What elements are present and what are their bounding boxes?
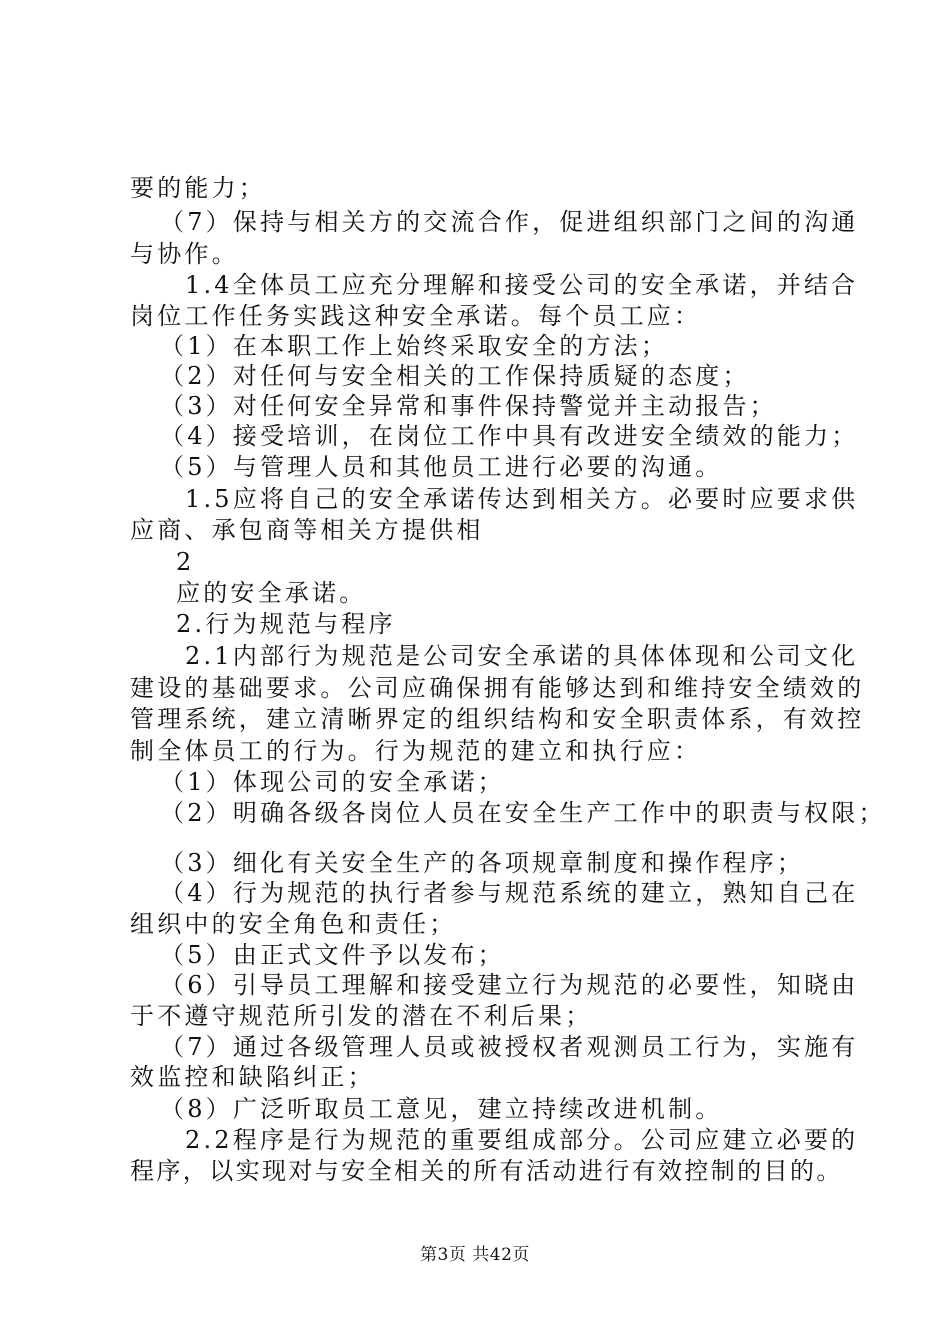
text-line: （4）接受培训，在岗位工作中具有改进安全绩效的能力； bbox=[160, 422, 859, 450]
text-line: （6）引导员工理解和接受建立行为规范的必要性，知晓由 bbox=[160, 971, 859, 999]
text-line: （2）对任何与安全相关的工作保持质疑的态度； bbox=[160, 362, 750, 390]
text-line: （4）行为规范的执行者参与规范系统的建立，熟知自己在 bbox=[160, 879, 859, 907]
text-line: （7）通过各级管理人员或被授权者观测员工行为，实施有 bbox=[160, 1033, 859, 1061]
text-line: （5）与管理人员和其他员工进行必要的沟通。 bbox=[160, 453, 723, 481]
text-line: 岗位工作任务实践这种安全承诺。每个员工应： bbox=[130, 302, 702, 330]
text-line: 1.4全体员工应充分理解和接受公司的安全承诺，并结合 bbox=[185, 271, 859, 299]
page-footer: 第3页 共42页 bbox=[420, 1245, 530, 1265]
text-line: 应的安全承诺。 bbox=[176, 579, 367, 607]
text-line: （3）细化有关安全生产的各项规章制度和操作程序； bbox=[160, 849, 805, 877]
text-line: （3）对任何安全异常和事件保持警觉并主动报告； bbox=[160, 392, 777, 420]
text-line: 组织中的安全角色和责任； bbox=[130, 910, 457, 938]
text-line: 要的能力； bbox=[130, 174, 266, 202]
text-line: 2.1内部行为规范是公司安全承诺的具体体现和公司文化 bbox=[185, 642, 859, 670]
text-line: 建设的基础要求。公司应确保拥有能够达到和维持安全绩效的 bbox=[130, 674, 865, 702]
text-line: （8）广泛听取员工意见，建立持续改进机制。 bbox=[160, 1095, 723, 1123]
text-line: （7）保持与相关方的交流合作，促进组织部门之间的沟通 bbox=[160, 208, 859, 236]
text-line: （1）体现公司的安全承诺； bbox=[160, 768, 505, 796]
text-line: 效监控和缺陷纠正； bbox=[130, 1063, 375, 1091]
text-line: 1.5应将自己的安全承诺传达到相关方。必要时应要求供 bbox=[185, 485, 859, 513]
text-line: 程序，以实现对与安全相关的所有活动进行有效控制的目的。 bbox=[130, 1157, 843, 1185]
text-line: （2）明确各级各岗位人员在安全生产工作中的职责与权限； bbox=[160, 799, 886, 827]
text-line: （5）由正式文件予以发布； bbox=[160, 941, 505, 969]
text-line: 与协作。 bbox=[130, 240, 239, 268]
text-line: 于不遵守规范所引发的潜在不利后果； bbox=[130, 1002, 593, 1030]
text-line: 制全体员工的行为。行为规范的建立和执行应： bbox=[130, 737, 702, 765]
text-line: 管理系统，建立清晰界定的组织结构和安全职责体系，有效控 bbox=[130, 705, 865, 733]
text-line: 应商、承包商等相关方提供相 bbox=[130, 516, 484, 544]
text-line: （1）在本职工作上始终采取安全的方法； bbox=[160, 332, 669, 360]
section-heading: 2.行为规范与程序 bbox=[176, 610, 396, 638]
page-break-number: 2 bbox=[176, 548, 195, 576]
text-line: 2.2程序是行为规范的重要组成部分。公司应建立必要的 bbox=[185, 1126, 859, 1154]
